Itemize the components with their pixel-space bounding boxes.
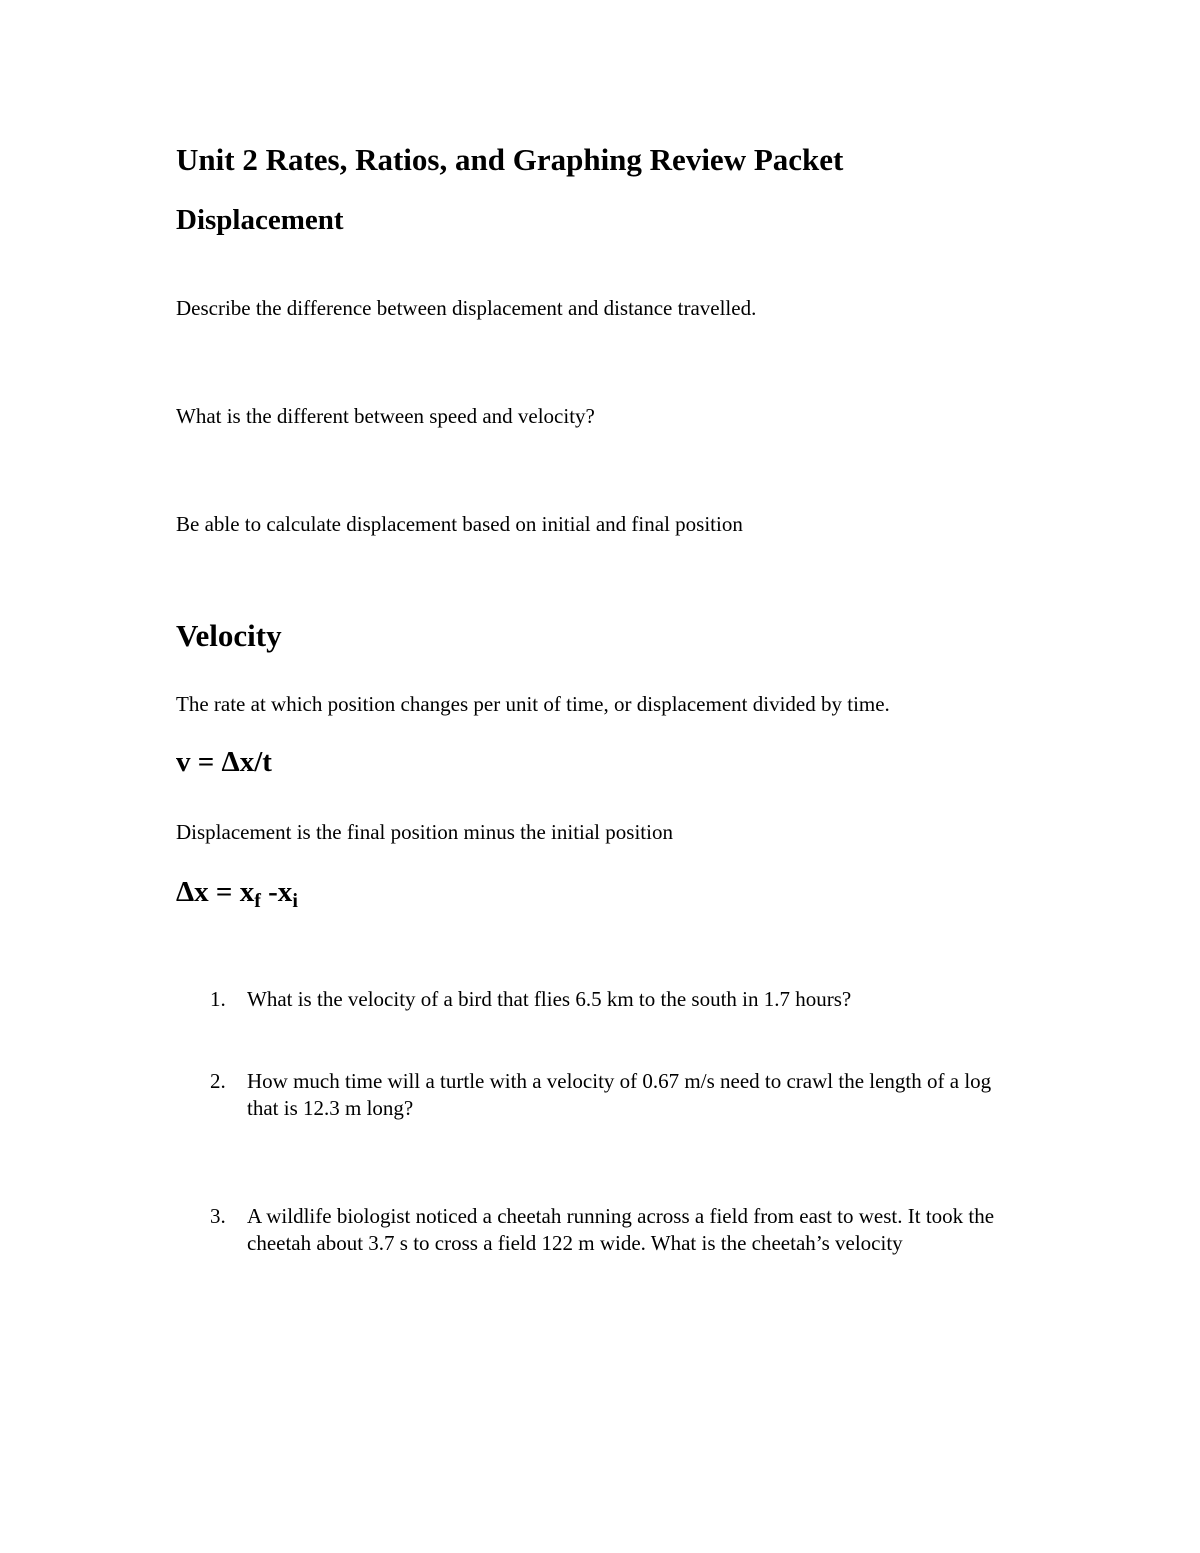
prompt-displacement-vs-distance: Describe the difference between displacement and distance travelled. [176, 296, 757, 320]
question-item [210, 986, 1020, 1013]
displacement-formula-lhs: Δx = x [176, 876, 255, 908]
velocity-formula: v = Δx/t [176, 746, 272, 778]
question-text: How much time will a turtle with a velocity of 0.67 m/s need to crawl the length of a log that is 12.3 m long? [247, 1069, 992, 1120]
question-number: 3. [210, 1204, 226, 1228]
heading-velocity: Velocity [176, 618, 282, 653]
subscript-initial: i [292, 890, 298, 912]
question-number: 2. [210, 1069, 226, 1093]
velocity-definition: The rate at which position changes per unit of time, or displacement divided by time. [176, 692, 890, 716]
prompt-speed-vs-velocity: What is the different between speed and velocity? [176, 404, 595, 428]
question-text: A wildlife biologist noticed a cheetah running across a field from east to west. It took the cheetah about 3.7 s to cross a field 122 m wide. What is the cheetah’s velocity [247, 1204, 995, 1255]
displacement-note: Displacement is the final position minus the initial position [176, 820, 673, 844]
prompt-calculate-displacement: Be able to calculate displacement based on initial and final position [176, 512, 743, 536]
question-item [210, 1203, 1020, 1257]
subscript-final: f [254, 890, 261, 912]
question-item [210, 1068, 1020, 1122]
document-title: Unit 2 Rates, Ratios, and Graphing Review Packet [176, 142, 844, 177]
question-text: What is the velocity of a bird that flies 6.5 km to the south in 1.7 hours? [247, 987, 852, 1011]
displacement-formula [176, 876, 298, 912]
question-number: 1. [210, 987, 226, 1011]
displacement-formula-minus: -x [260, 876, 293, 908]
heading-displacement: Displacement [176, 204, 344, 236]
